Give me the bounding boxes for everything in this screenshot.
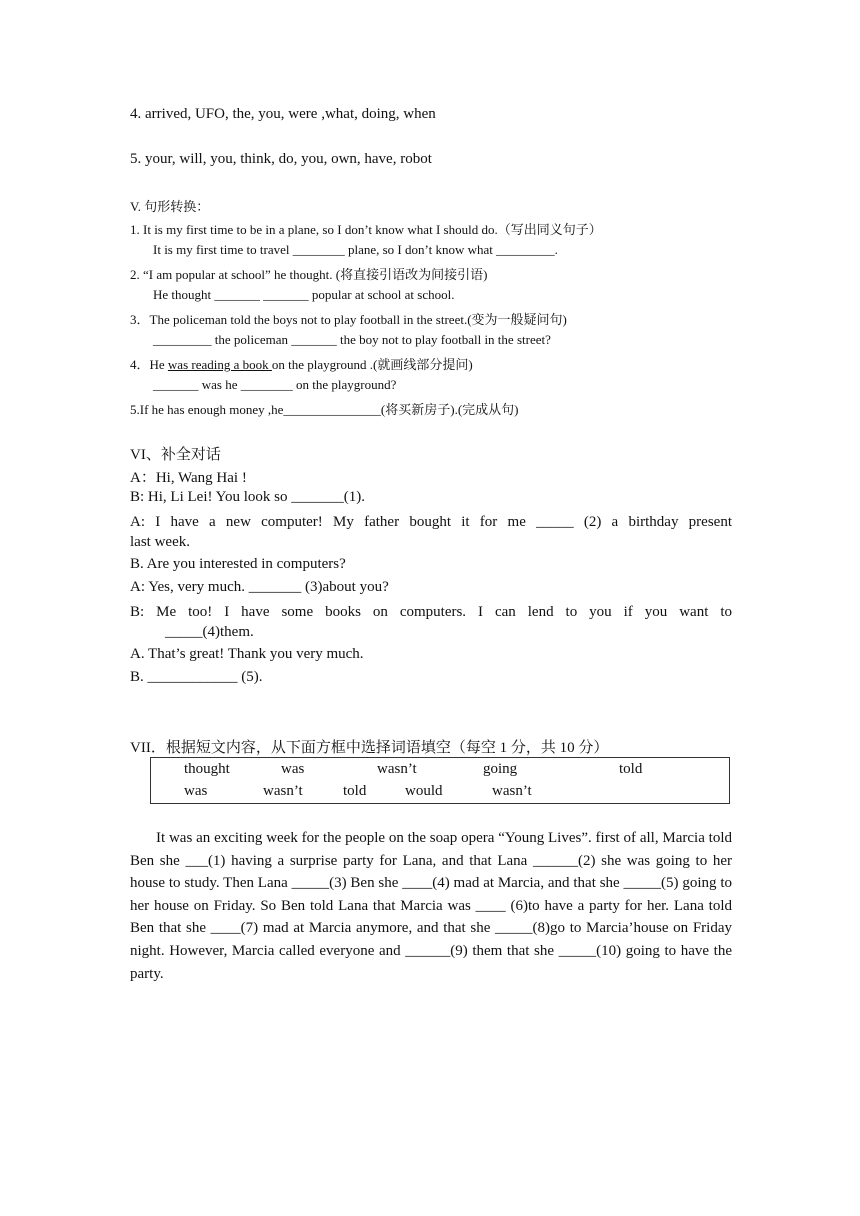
- section-5-item-2-answer: He thought _______ _______ popular at school at school.: [153, 287, 455, 302]
- section-5-item-3-answer: _________ the policeman _______ the boy not to play football in the street?: [153, 332, 551, 347]
- section-5-item-1: 1. It is my first time to be in a plane, so I don’t know what I should do.（写出同义句子）: [130, 222, 602, 237]
- dialogue-line-7: A. That’s great! Thank you very much.: [130, 646, 364, 662]
- section-5-item-3: 3．The policeman told the boys not to play football in the street.(变为一般疑问句): [130, 312, 567, 327]
- dialogue-line-3: A: I have a new computer! My father bought it for me _____ (2) a birthday present: [130, 514, 732, 530]
- section-5-item-5: 5.If he has enough money ,he_______________(将买新房子).(完成从句): [130, 402, 519, 417]
- dialogue-line-1: A：Hi, Wang Hai !: [130, 470, 247, 486]
- word-bank-word: wasn’t: [492, 783, 532, 799]
- dialogue-line-4: B. Are you interested in computers?: [130, 556, 346, 572]
- word-bank-box: [150, 757, 730, 804]
- question-4: 4. arrived, UFO, the, you, were ,what, doing, when: [130, 106, 436, 122]
- item-4-suffix: on the playground .(就画线部分提问): [271, 357, 473, 372]
- section-5-item-4-answer: _______ was he ________ on the playground?: [153, 377, 397, 392]
- section-5-title: V. 句形转换：: [130, 199, 210, 214]
- dialogue-line-2: B: Hi, Li Lei! You look so _______(1).: [130, 489, 366, 505]
- word-bank-word: wasn’t: [377, 761, 417, 777]
- word-bank-word: told: [343, 783, 367, 799]
- word-bank-word: told: [619, 761, 643, 777]
- word-bank-word: was: [184, 783, 208, 799]
- question-5: 5. your, will, you, think, do, you, own, have, robot: [130, 151, 432, 167]
- word-bank-word: wasn’t: [263, 783, 303, 799]
- word-bank-word: was: [281, 761, 305, 777]
- section-5-item-4: [130, 354, 473, 373]
- dialogue-line-5: A: Yes, very much. _______ (3)about you?: [130, 579, 389, 595]
- dialogue-line-6-cont: _____(4)them.: [165, 624, 254, 640]
- section-5-item-2: 2. “I am popular at school” he thought. (将直接引语改为间接引语): [130, 267, 488, 282]
- section-6-title: VI、补全对话: [130, 447, 221, 463]
- section-7-title: VII．根据短文内容，从下面方框中选择词语填空（每空 1 分，共 10 分）: [130, 740, 609, 756]
- word-bank-word: would: [405, 783, 443, 799]
- underlined-phrase: was reading a book: [167, 357, 272, 372]
- word-bank-word: thought: [184, 761, 230, 777]
- dialogue-line-8: B. ____________ (5).: [130, 669, 263, 685]
- dialogue-line-3-cont: last week.: [130, 534, 190, 550]
- word-bank-word: going: [483, 761, 518, 777]
- dialogue-line-6: B: Me too! I have some books on computers. I can lend to you if you want to: [130, 604, 732, 620]
- section-5-item-1-answer: It is my first time to travel ________ plane, so I don’t know what _________.: [153, 242, 558, 257]
- cloze-passage: It was an exciting week for the people on the soap opera “Young Lives”. first of all, Marcia told Ben she ___(1) having a surprise party for Lana, and that Lana ______(2) she was going to her house to study. Then Lana _____(3) Ben she ____(4) mad at Marcia, and that she _____(5) going to her house on Friday. So Ben told Lana that Marcia was ____ (6)to have a party for her. Lana told Ben that she ____(7) mad at Marcia anymore, and that she _____(8)go to Marcia’house on Friday night. However, Marcia called everyone and ______(9) them that she _____(10) going to have the party.: [130, 830, 732, 982]
- item-4-prefix: 4．He: [130, 357, 168, 372]
